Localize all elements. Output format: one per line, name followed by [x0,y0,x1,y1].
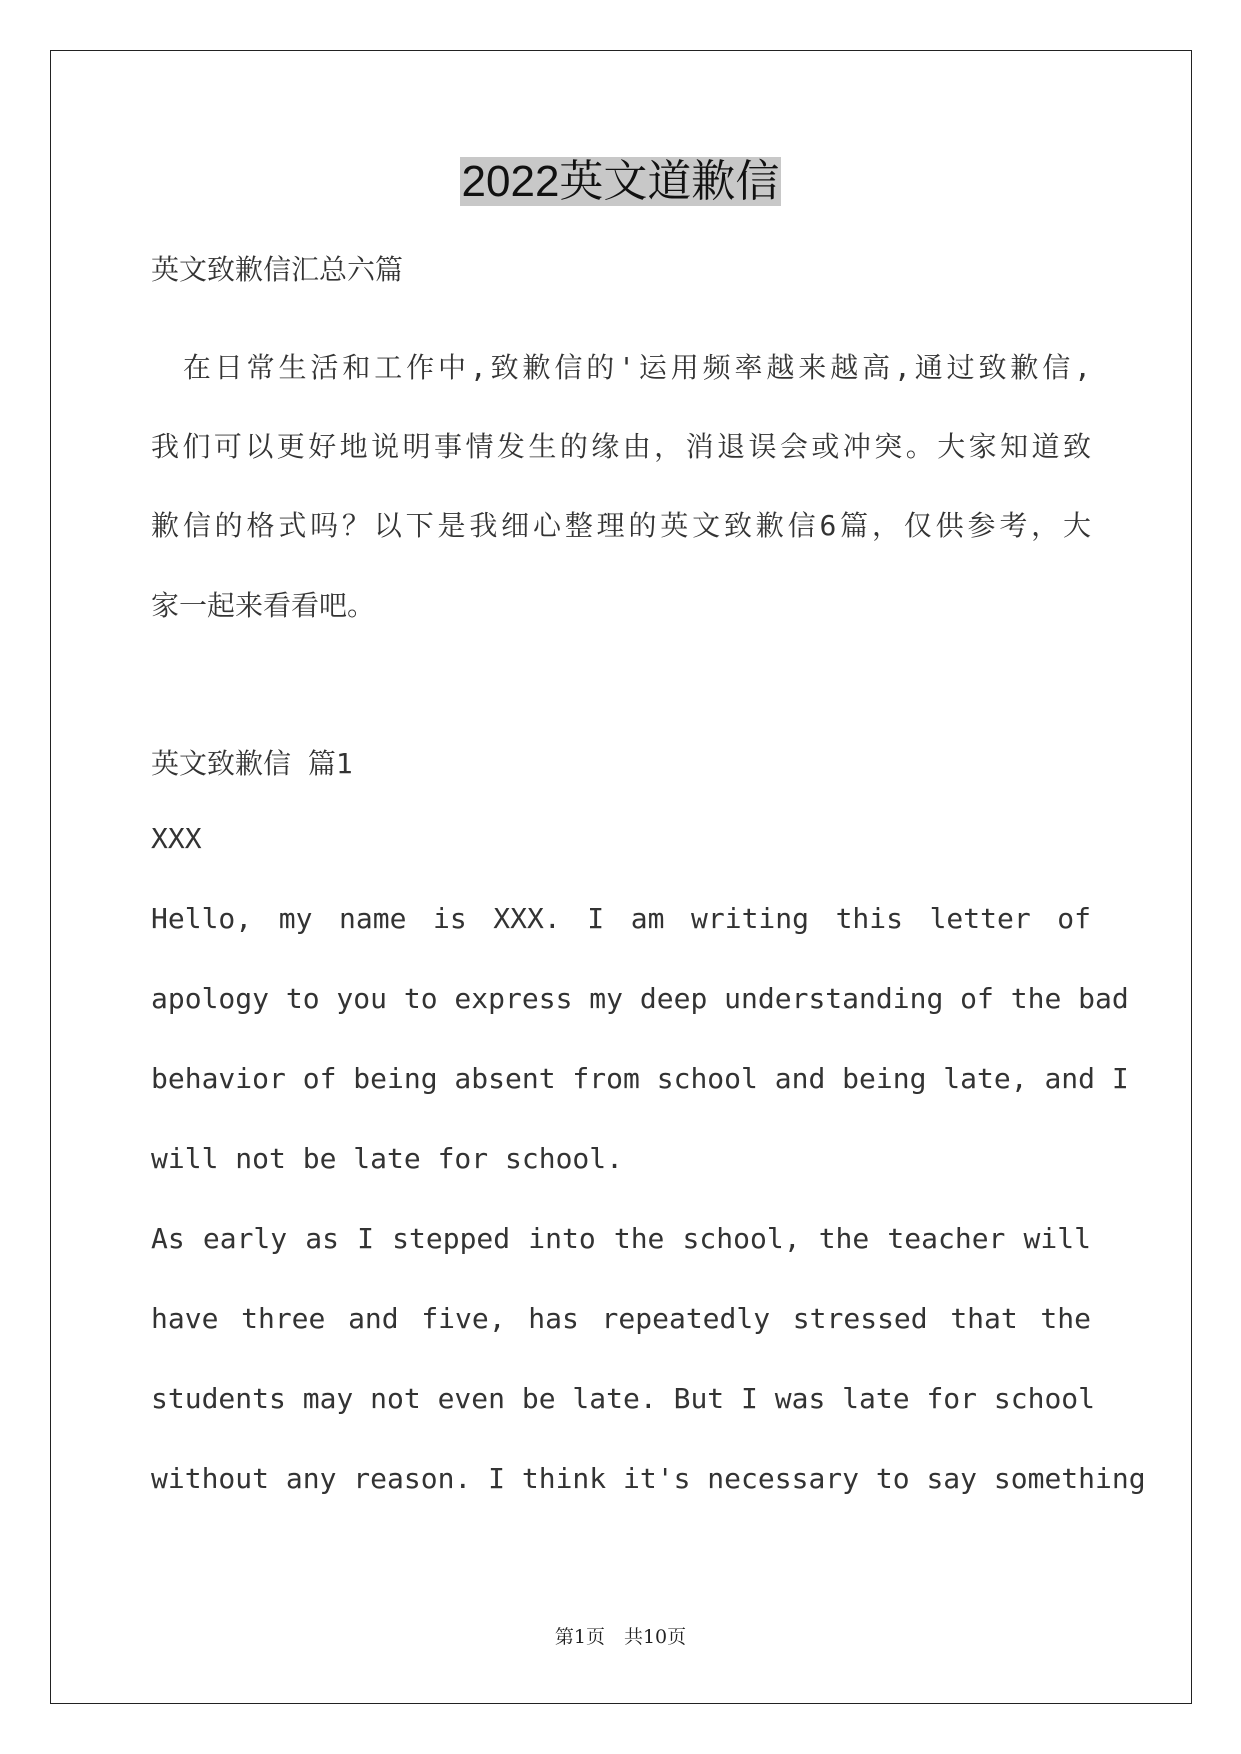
paragraph1-line-4: will not be late for school. [151,1142,624,1175]
intro-line-3: 歉信的格式吗？以下是我细心整理的英文致歉信6篇，仅供参考，大 [151,509,1091,542]
intro-line-1: 在日常生活和工作中,致歉信的'运用频率越来越高,通过致歉信, [151,351,1091,384]
page-footer: 第1页 共10页 [554,1626,687,1648]
paragraph1-line-3: behavior of being absent from school and being late, and I [151,1062,1129,1095]
paragraph2-line-1: As early as I stepped into the school, the teacher will [151,1222,1091,1255]
intro-line-4: 家一起来看看吧。 [151,589,376,622]
document-title [0,152,1241,212]
section-heading: 英文致歉信 篇1 [151,747,353,780]
document-title-text: 2022英文道歉信 [461,157,780,206]
letter-salutation: XXX [151,822,202,855]
paragraph1-line-2: apology to you to express my deep understanding of the bad [151,982,1129,1015]
paragraph2-line-4: without any reason. I think it's necessary to say something [151,1462,1146,1495]
intro-line-2: 我们可以更好地说明事情发生的缘由，消退误会或冲突。大家知道致 [151,430,1091,463]
paragraph2-line-2: have three and five, has repeatedly stressed that the [151,1302,1091,1335]
paragraph2-line-3: students may not even be late. But I was late for school [151,1382,1096,1415]
page-border [50,50,1192,1704]
document-subtitle: 英文致歉信汇总六篇 [151,253,404,286]
paragraph1-line-1: Hello, my name is XXX. I am writing this letter of [151,902,1091,935]
